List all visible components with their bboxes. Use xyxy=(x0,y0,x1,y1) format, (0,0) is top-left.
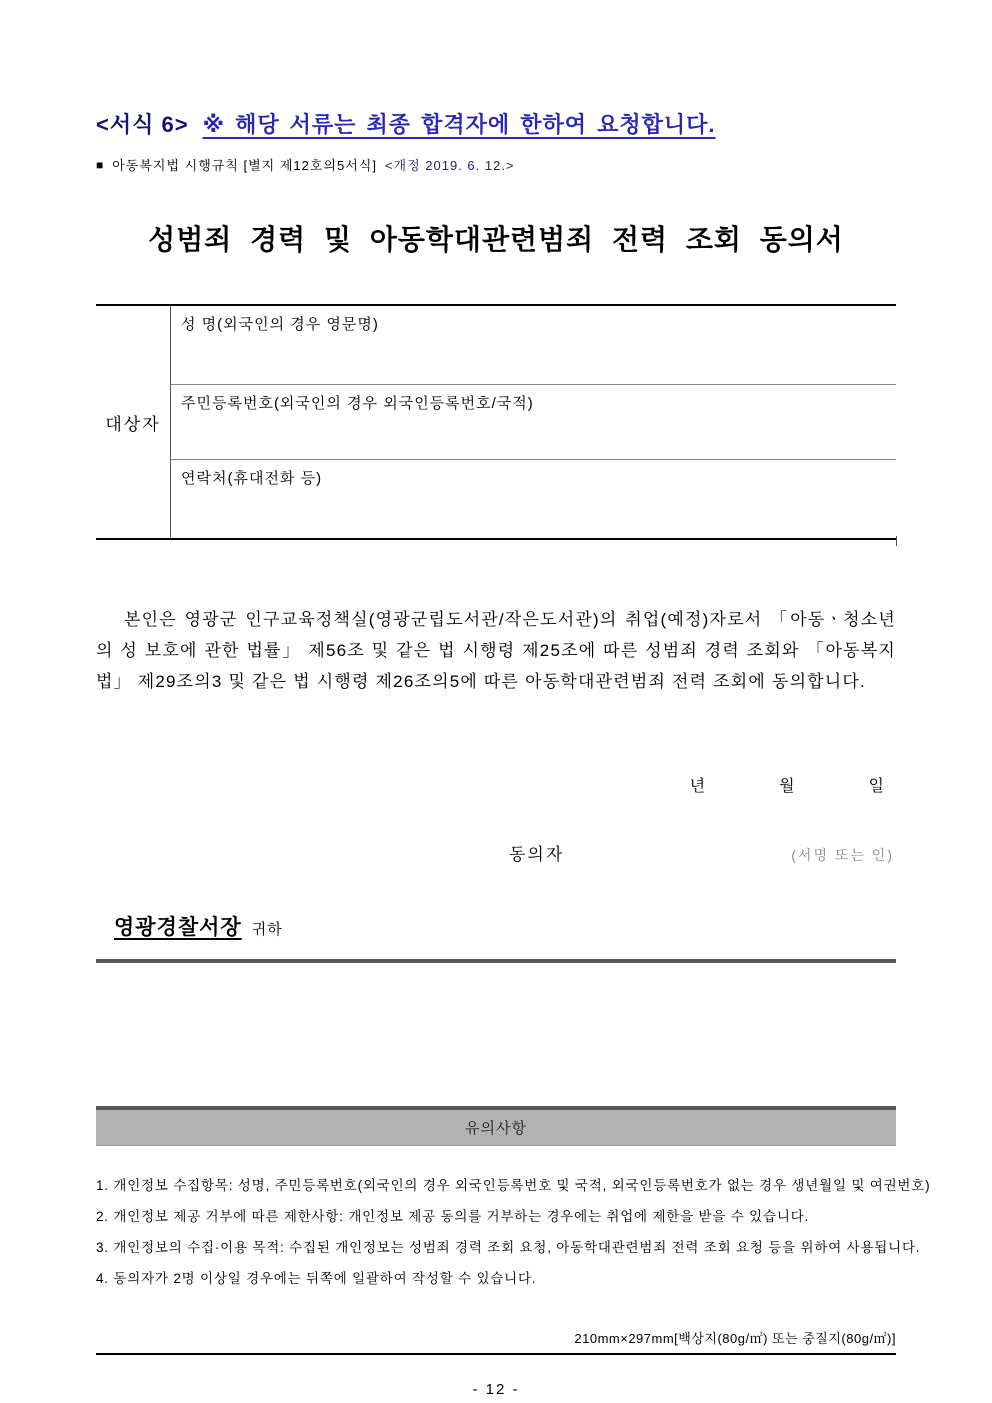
addressee-honorific: 귀하 xyxy=(251,921,283,938)
subject-group-label: 대상자 xyxy=(96,306,171,538)
consent-statement: 본인은 영광군 인구교육정책실(영광군립도서관/작은도서관)의 취업(예정)자로서 「아동ㆍ청소년의 성 보호에 관한 법률」 제56조 및 같은 법 시행령 제25조에 따른 성범죄 경력 조회와 「아동복지법」 제29조의3 및 같은 법 시행령 제26조의5에 따른 아동학대관련범죄 전력 조회에 동의합니다. xyxy=(96,610,896,691)
table-right-tick xyxy=(896,536,897,546)
resident-number-field: 주민등록번호(외국인의 경우 외국인등록번호/국적) xyxy=(171,385,896,459)
precaution-item-3: 3. 개인정보의 수집·이용 목적: 수집된 개인정보는 성범죄 경력 조회 요청, 아동학대관련범죄 전력 조회 요청 등을 위하여 사용됩니다. xyxy=(96,1240,921,1255)
contact-field: 연락처(휴대전화 등) xyxy=(181,469,323,487)
subject-rows xyxy=(171,306,896,538)
paper-specification: 210mm×297mm[백상지(80g/㎡) 또는 중질지(80g/㎡)] xyxy=(96,1328,896,1355)
precaution-item-4: 4. 동의자가 2명 이상일 경우에는 뒤쪽에 일괄하여 작성할 수 있습니다. xyxy=(96,1271,537,1286)
revision-date: <개정 2019. 6. 12.> xyxy=(384,158,515,173)
header-row xyxy=(96,0,896,139)
precautions-list xyxy=(96,1170,931,1294)
addressee-line xyxy=(96,911,896,941)
regulation-reference: 아동복지법 시행규칙 [별지 제12호의5서식] xyxy=(112,158,377,173)
section-divider xyxy=(96,959,896,963)
day-label: 일 xyxy=(868,778,884,795)
signature-or-seal-note: (서명 또는 인) xyxy=(791,847,894,863)
square-bullet-icon: ■ xyxy=(96,157,105,172)
regulation-line xyxy=(96,155,896,174)
name-field: 성 명(외국인의 경우 영문명) xyxy=(171,306,896,385)
final-pass-notice: ※ 해당 서류는 최종 합격자에 한하여 요청합니다. xyxy=(202,112,716,137)
precaution-item-1: 1. 개인정보 수집항목: 성명, 주민등록번호(외국인의 경우 외국인등록번호 및 국적, 외국인등록번호가 없는 경우 생년월일 및 여권번호) xyxy=(96,1178,931,1193)
form-number-label: <서식 6> xyxy=(96,112,189,137)
precautions-header-bar: 유의사항 xyxy=(96,1106,896,1146)
signer-label: 동의자 xyxy=(509,845,565,864)
page-number: - 12 - xyxy=(472,1381,520,1398)
signer-line xyxy=(96,840,896,865)
addressee-police-chief: 영광경찰서장 xyxy=(114,916,242,939)
subject-info-table xyxy=(96,304,896,540)
date-line xyxy=(96,773,896,796)
year-label: 년 xyxy=(689,778,706,795)
month-label: 월 xyxy=(779,778,795,795)
precaution-item-2: 2. 개인정보 제공 거부에 따른 제한사항: 개인정보 제공 동의를 거부하는 경우에는 취업에 제한을 받을 수 있습니다. xyxy=(96,1209,810,1224)
document-title: 성범죄 경력 및 아동학대관련범죄 전력 조회 동의서 xyxy=(148,224,844,255)
